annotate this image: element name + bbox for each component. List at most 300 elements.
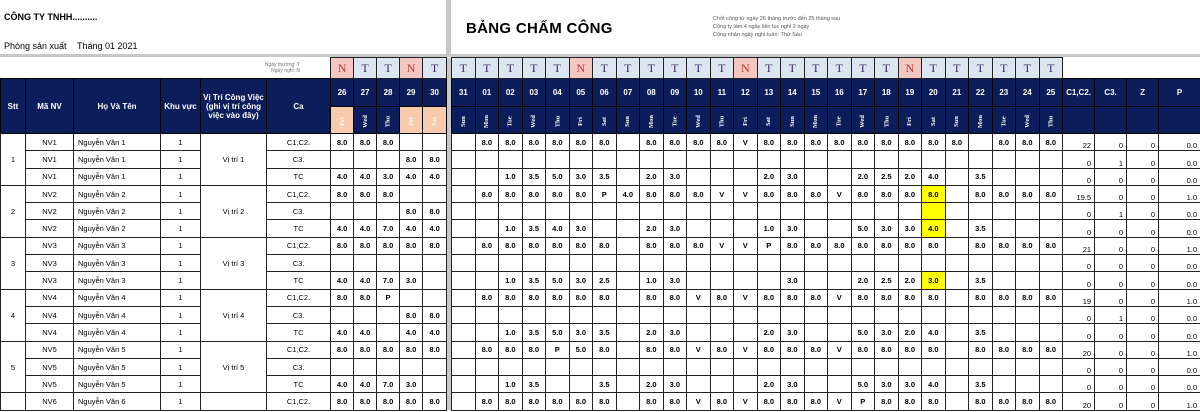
attendance-cell[interactable]: 8.0 [992,341,1016,358]
day-number-header[interactable]: 29 [400,79,423,107]
day-type-cell[interactable]: T [687,58,711,79]
total-cell[interactable]: 0 [1127,151,1159,168]
day-type-cell[interactable]: T [922,58,946,79]
attendance-cell[interactable]: 8.0 [377,134,400,151]
attendance-cell[interactable] [423,358,447,375]
weekday-header[interactable] [423,107,447,134]
total-cell[interactable]: 0 [1063,272,1095,289]
day-number-header[interactable]: 31 [452,79,476,107]
total-cell[interactable]: 0 [1063,220,1095,237]
total-cell[interactable]: 0.0 [1159,324,1200,341]
attendance-cell[interactable] [331,358,354,375]
day-number-header[interactable]: 11 [710,79,734,107]
attendance-cell[interactable]: 2.0 [851,272,875,289]
weekday-header[interactable] [875,107,899,134]
total-cell[interactable]: 0 [1095,185,1127,202]
attendance-cell[interactable]: 3.0 [400,272,423,289]
attendance-cell[interactable] [851,306,875,323]
attendance-cell[interactable]: 4.0 [423,324,447,341]
attendance-cell[interactable] [687,324,711,341]
attendance-cell[interactable] [898,255,922,272]
attendance-cell[interactable]: 8.0 [992,185,1016,202]
attendance-cell[interactable]: 1.0 [640,272,664,289]
attendance-cell[interactable] [710,324,734,341]
attendance-cell[interactable] [992,151,1016,168]
attendance-cell[interactable]: 2.0 [898,324,922,341]
attendance-cell[interactable]: 8.0 [593,393,617,410]
attendance-cell[interactable]: 8.0 [828,237,852,254]
attendance-cell[interactable] [423,289,447,306]
total-cell[interactable]: 0 [1095,289,1127,306]
attendance-cell[interactable]: 4.0 [354,324,377,341]
attendance-cell[interactable] [522,151,546,168]
employee-id-cell[interactable]: NV5 [26,358,74,375]
attendance-cell[interactable]: 8.0 [804,134,828,151]
day-type-cell[interactable]: T [710,58,734,79]
attendance-cell[interactable]: 3.0 [781,168,805,185]
attendance-cell[interactable]: 5.0 [569,341,593,358]
attendance-cell[interactable]: 7.0 [377,376,400,393]
total-cell[interactable]: 0 [1063,324,1095,341]
attendance-cell[interactable]: 8.0 [475,289,499,306]
attendance-cell[interactable] [475,203,499,220]
day-number-header[interactable]: 14 [781,79,805,107]
attendance-cell[interactable]: 8.0 [377,237,400,254]
attendance-cell[interactable] [804,203,828,220]
area-cell[interactable]: 1 [161,151,201,168]
attendance-cell[interactable] [1039,255,1063,272]
total-cell[interactable]: 0 [1095,341,1127,358]
attendance-cell[interactable] [593,203,617,220]
attendance-cell[interactable]: 5.0 [546,168,570,185]
employee-id-cell[interactable]: NV1 [26,168,74,185]
attendance-cell[interactable]: 8.0 [522,289,546,306]
shift-cell[interactable]: C1,C2. [267,289,331,306]
attendance-cell[interactable]: 2.5 [593,272,617,289]
attendance-cell[interactable] [640,358,664,375]
attendance-cell[interactable] [616,168,640,185]
attendance-cell[interactable]: 4.0 [331,272,354,289]
weekday-header[interactable] [898,107,922,134]
attendance-cell[interactable]: 8.0 [499,134,523,151]
attendance-cell[interactable] [992,324,1016,341]
attendance-cell[interactable] [475,306,499,323]
day-type-cell[interactable]: T [1016,58,1040,79]
weekday-header[interactable] [969,107,993,134]
attendance-cell[interactable] [616,134,640,151]
attendance-cell[interactable] [781,151,805,168]
day-number-header[interactable]: 20 [922,79,946,107]
attendance-cell[interactable] [804,151,828,168]
weekday-header[interactable] [452,107,476,134]
attendance-cell[interactable] [945,220,969,237]
attendance-cell[interactable]: 2.0 [851,168,875,185]
attendance-cell[interactable] [992,272,1016,289]
area-cell[interactable]: 1 [161,358,201,375]
attendance-cell[interactable]: 2.0 [898,272,922,289]
attendance-cell[interactable]: 3.5 [969,220,993,237]
attendance-cell[interactable]: 8.0 [1016,237,1040,254]
attendance-cell[interactable] [898,151,922,168]
attendance-cell[interactable] [546,203,570,220]
attendance-cell[interactable] [546,255,570,272]
weekday-header[interactable] [687,107,711,134]
shift-cell[interactable]: C1,C2. [267,237,331,254]
attendance-cell[interactable]: 1.0 [499,220,523,237]
day-type-cell[interactable]: T [640,58,664,79]
area-cell[interactable]: 1 [161,341,201,358]
total-cell[interactable]: 0.0 [1159,306,1200,323]
attendance-cell[interactable] [354,203,377,220]
attendance-cell[interactable]: 2.0 [640,376,664,393]
attendance-cell[interactable]: 8.0 [423,341,447,358]
employee-id-cell[interactable]: NV2 [26,203,74,220]
attendance-cell[interactable] [452,203,476,220]
attendance-cell[interactable] [851,358,875,375]
attendance-cell[interactable] [522,255,546,272]
attendance-cell[interactable]: 3.5 [593,168,617,185]
total-column-header[interactable]: Z [1127,79,1159,107]
day-type-cell[interactable]: N [569,58,593,79]
attendance-cell[interactable]: 3.5 [522,272,546,289]
day-number-header[interactable]: 15 [804,79,828,107]
attendance-cell[interactable] [593,255,617,272]
attendance-cell[interactable]: 3.0 [569,324,593,341]
attendance-cell[interactable] [475,272,499,289]
attendance-cell[interactable]: 8.0 [640,341,664,358]
attendance-cell[interactable]: 3.0 [663,324,687,341]
total-cell[interactable]: 0 [1127,185,1159,202]
attendance-cell[interactable] [616,393,640,410]
day-number-header[interactable]: 21 [945,79,969,107]
attendance-cell[interactable]: 8.0 [922,341,946,358]
attendance-cell[interactable] [354,358,377,375]
day-type-cell[interactable]: T [663,58,687,79]
attendance-cell[interactable]: 8.0 [331,289,354,306]
total-cell[interactable]: 0 [1127,393,1159,410]
attendance-cell[interactable]: 8.0 [992,393,1016,410]
employee-name-cell[interactable]: Nguyễn Văn 4 [74,289,161,306]
attendance-cell[interactable] [710,376,734,393]
attendance-cell[interactable]: 2.5 [875,272,899,289]
attendance-cell[interactable]: 8.0 [781,185,805,202]
attendance-cell[interactable] [687,168,711,185]
attendance-cell[interactable]: 3.0 [922,272,946,289]
day-type-cell[interactable]: T [781,58,805,79]
employee-name-cell[interactable]: Nguyễn Văn 4 [74,324,161,341]
attendance-cell[interactable]: 8.0 [354,185,377,202]
attendance-cell[interactable]: 8.0 [1039,341,1063,358]
attendance-cell[interactable] [945,306,969,323]
attendance-cell[interactable]: 2.0 [898,168,922,185]
attendance-cell[interactable]: 8.0 [499,185,523,202]
weekday-header[interactable] [354,107,377,134]
attendance-cell[interactable]: 3.5 [969,272,993,289]
attendance-cell[interactable]: 8.0 [922,134,946,151]
attendance-cell[interactable]: 3.5 [522,168,546,185]
attendance-cell[interactable] [875,306,899,323]
shift-cell[interactable]: C1,C2. [267,393,331,410]
day-number-header[interactable]: 25 [1039,79,1063,107]
attendance-cell[interactable]: 2.0 [757,168,781,185]
attendance-cell[interactable]: 8.0 [640,134,664,151]
attendance-cell[interactable] [945,324,969,341]
attendance-cell[interactable]: 8.0 [331,393,354,410]
employee-id-cell[interactable]: NV3 [26,272,74,289]
attendance-cell[interactable] [828,203,852,220]
attendance-cell[interactable] [875,255,899,272]
attendance-cell[interactable]: 8.0 [377,393,400,410]
attendance-cell[interactable] [969,151,993,168]
attendance-cell[interactable]: 8.0 [331,341,354,358]
attendance-cell[interactable] [828,255,852,272]
area-cell[interactable]: 1 [161,306,201,323]
attendance-cell[interactable] [569,255,593,272]
attendance-cell[interactable]: 5.0 [851,220,875,237]
total-cell[interactable]: 0 [1095,220,1127,237]
attendance-cell[interactable]: 3.5 [522,376,546,393]
column-header-ho-ten[interactable]: Họ Và Tên [74,79,161,134]
attendance-cell[interactable] [423,134,447,151]
attendance-cell[interactable]: 8.0 [969,185,993,202]
attendance-cell[interactable]: 3.0 [898,376,922,393]
weekday-header[interactable] [546,107,570,134]
day-type-cell[interactable]: N [734,58,758,79]
attendance-cell[interactable]: 1.0 [499,168,523,185]
attendance-cell[interactable] [734,203,758,220]
attendance-cell[interactable] [992,220,1016,237]
attendance-cell[interactable]: 8.0 [851,237,875,254]
attendance-cell[interactable] [377,151,400,168]
shift-cell[interactable]: C1,C2. [267,185,331,202]
weekday-header[interactable] [1039,107,1063,134]
shift-cell[interactable]: C1,C2. [267,134,331,151]
total-cell[interactable]: 0.0 [1159,203,1200,220]
total-cell[interactable]: 0 [1063,151,1095,168]
attendance-cell[interactable] [569,203,593,220]
shift-cell[interactable]: TC [267,376,331,393]
attendance-cell[interactable] [710,220,734,237]
attendance-cell[interactable]: 8.0 [546,289,570,306]
total-cell[interactable]: 20 [1063,341,1095,358]
attendance-cell[interactable] [1039,151,1063,168]
attendance-cell[interactable]: V [828,185,852,202]
day-number-header[interactable]: 04 [546,79,570,107]
attendance-cell[interactable]: 4.0 [423,220,447,237]
attendance-cell[interactable]: V [734,134,758,151]
attendance-cell[interactable]: 3.5 [522,220,546,237]
employee-name-cell[interactable]: Nguyễn Văn 5 [74,376,161,393]
column-header-ca[interactable]: Ca [267,79,331,134]
attendance-cell[interactable] [452,237,476,254]
weekday-header[interactable] [569,107,593,134]
attendance-cell[interactable] [663,203,687,220]
employee-id-cell[interactable]: NV6 [26,393,74,410]
total-cell[interactable]: 1 [1095,203,1127,220]
attendance-cell[interactable] [945,341,969,358]
attendance-cell[interactable]: 4.0 [922,168,946,185]
attendance-cell[interactable]: 8.0 [354,289,377,306]
attendance-cell[interactable]: 3.5 [969,324,993,341]
total-cell[interactable]: 20 [1063,393,1095,410]
weekday-header[interactable] [804,107,828,134]
attendance-cell[interactable] [945,168,969,185]
attendance-cell[interactable] [593,151,617,168]
attendance-cell[interactable]: 8.0 [354,134,377,151]
position-cell[interactable]: Vị trí 1 [201,134,267,186]
attendance-cell[interactable]: 3.0 [898,220,922,237]
employee-id-cell[interactable]: NV4 [26,289,74,306]
day-number-header[interactable]: 13 [757,79,781,107]
employee-id-cell[interactable]: NV3 [26,237,74,254]
attendance-cell[interactable] [828,151,852,168]
attendance-cell[interactable] [1039,306,1063,323]
attendance-cell[interactable] [400,185,423,202]
attendance-cell[interactable] [616,324,640,341]
attendance-cell[interactable] [898,358,922,375]
weekday-header[interactable] [781,107,805,134]
attendance-cell[interactable] [828,306,852,323]
attendance-cell[interactable]: 8.0 [710,289,734,306]
employee-name-cell[interactable]: Nguyễn Văn 5 [74,341,161,358]
attendance-cell[interactable]: 8.0 [331,185,354,202]
attendance-cell[interactable] [734,272,758,289]
attendance-cell[interactable]: 4.0 [616,185,640,202]
attendance-cell[interactable] [354,306,377,323]
attendance-cell[interactable]: 8.0 [969,237,993,254]
day-type-cell[interactable]: T [945,58,969,79]
attendance-cell[interactable] [423,255,447,272]
attendance-cell[interactable] [945,393,969,410]
attendance-cell[interactable]: 3.0 [663,376,687,393]
attendance-cell[interactable] [423,185,447,202]
attendance-cell[interactable] [804,358,828,375]
attendance-cell[interactable]: 7.0 [377,220,400,237]
attendance-cell[interactable]: 8.0 [781,341,805,358]
attendance-cell[interactable]: 8.0 [781,237,805,254]
employee-name-cell[interactable]: Nguyễn Văn 1 [74,168,161,185]
attendance-cell[interactable] [1016,203,1040,220]
attendance-cell[interactable] [1039,376,1063,393]
attendance-cell[interactable] [569,376,593,393]
attendance-cell[interactable] [616,151,640,168]
attendance-cell[interactable]: 8.0 [546,237,570,254]
attendance-cell[interactable] [593,306,617,323]
attendance-cell[interactable]: 8.0 [757,134,781,151]
attendance-cell[interactable] [781,358,805,375]
attendance-cell[interactable] [804,306,828,323]
day-type-cell[interactable]: T [423,58,447,79]
attendance-cell[interactable] [616,376,640,393]
attendance-cell[interactable]: 8.0 [663,237,687,254]
attendance-cell[interactable]: 8.0 [804,185,828,202]
attendance-cell[interactable]: 3.0 [781,376,805,393]
attendance-cell[interactable]: 8.0 [569,134,593,151]
attendance-cell[interactable]: 4.0 [546,220,570,237]
freeze-pane-vertical-divider[interactable] [446,0,451,57]
weekday-header[interactable] [1016,107,1040,134]
attendance-cell[interactable]: 8.0 [593,289,617,306]
day-type-cell[interactable]: T [969,58,993,79]
attendance-cell[interactable] [828,168,852,185]
position-cell[interactable] [201,393,267,410]
attendance-cell[interactable] [992,376,1016,393]
attendance-cell[interactable]: 8.0 [640,237,664,254]
attendance-cell[interactable]: 8.0 [400,341,423,358]
attendance-cell[interactable] [452,289,476,306]
attendance-cell[interactable] [354,151,377,168]
attendance-cell[interactable]: V [734,289,758,306]
attendance-cell[interactable] [851,255,875,272]
attendance-cell[interactable] [616,306,640,323]
attendance-cell[interactable] [546,358,570,375]
attendance-cell[interactable] [757,151,781,168]
attendance-cell[interactable]: 4.0 [331,220,354,237]
day-type-cell[interactable]: T [475,58,499,79]
attendance-cell[interactable]: 8.0 [898,237,922,254]
day-type-cell[interactable]: T [354,58,377,79]
attendance-cell[interactable] [663,306,687,323]
attendance-cell[interactable] [687,376,711,393]
area-cell[interactable]: 1 [161,272,201,289]
attendance-cell[interactable] [377,255,400,272]
shift-cell[interactable]: C3. [267,255,331,272]
attendance-cell[interactable]: 8.0 [922,185,946,202]
day-type-cell[interactable]: T [593,58,617,79]
day-type-cell[interactable]: T [875,58,899,79]
day-number-header[interactable]: 12 [734,79,758,107]
attendance-cell[interactable]: 8.0 [945,134,969,151]
day-type-cell[interactable]: N [400,58,423,79]
area-cell[interactable]: 1 [161,168,201,185]
attendance-cell[interactable]: 3.0 [875,324,899,341]
total-cell[interactable]: 1.0 [1159,341,1200,358]
attendance-cell[interactable]: 8.0 [1016,341,1040,358]
total-cell[interactable]: 0 [1127,220,1159,237]
attendance-cell[interactable]: 3.0 [569,220,593,237]
attendance-cell[interactable]: 4.0 [423,168,447,185]
attendance-cell[interactable]: 8.0 [1016,185,1040,202]
attendance-cell[interactable]: 8.0 [569,185,593,202]
attendance-cell[interactable]: 4.0 [400,324,423,341]
attendance-cell[interactable] [945,358,969,375]
attendance-cell[interactable]: 8.0 [687,134,711,151]
employee-id-cell[interactable]: NV3 [26,255,74,272]
attendance-cell[interactable]: V [687,393,711,410]
attendance-cell[interactable] [687,255,711,272]
attendance-cell[interactable]: 8.0 [898,393,922,410]
column-header-ma-nv[interactable]: Mã NV [26,79,74,134]
attendance-cell[interactable] [734,324,758,341]
attendance-cell[interactable] [922,151,946,168]
employee-name-cell[interactable]: Nguyễn Văn 3 [74,272,161,289]
attendance-cell[interactable] [969,306,993,323]
total-cell[interactable]: 1.0 [1159,289,1200,306]
attendance-cell[interactable] [616,289,640,306]
area-cell[interactable]: 1 [161,289,201,306]
attendance-cell[interactable]: 8.0 [331,237,354,254]
attendance-cell[interactable]: 8.0 [710,341,734,358]
weekday-header[interactable] [616,107,640,134]
attendance-cell[interactable] [452,358,476,375]
attendance-cell[interactable] [1039,203,1063,220]
shift-cell[interactable]: TC [267,272,331,289]
day-type-cell[interactable]: T [499,58,523,79]
attendance-cell[interactable] [757,255,781,272]
attendance-cell[interactable] [1039,358,1063,375]
attendance-cell[interactable]: 8.0 [992,289,1016,306]
attendance-cell[interactable]: 3.5 [969,376,993,393]
